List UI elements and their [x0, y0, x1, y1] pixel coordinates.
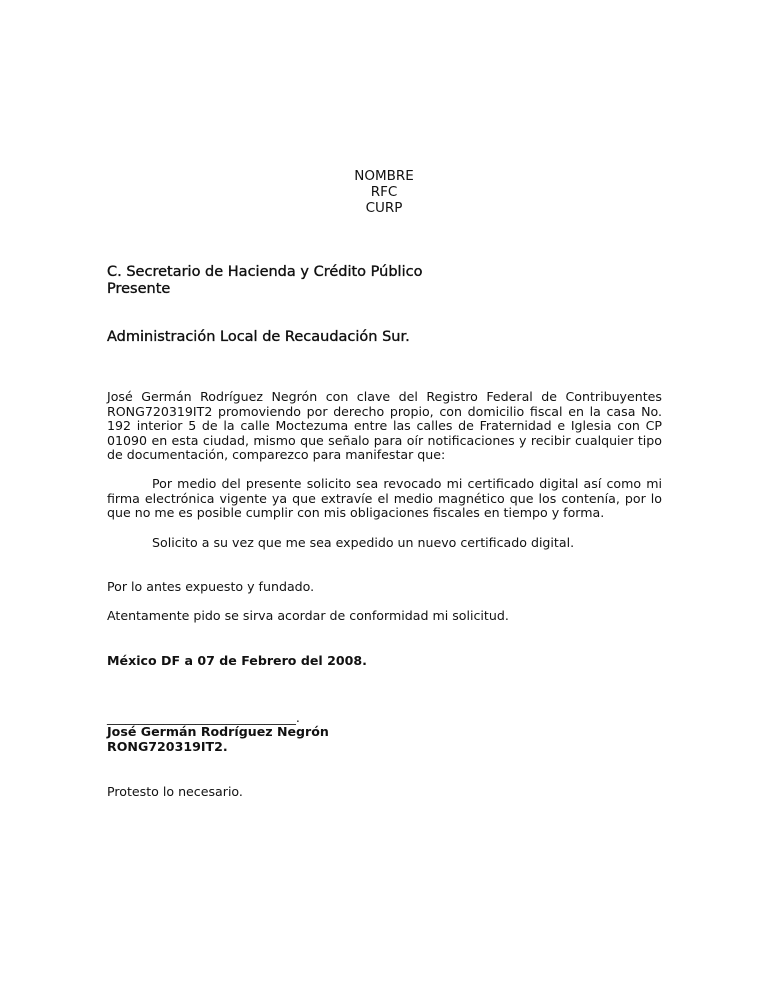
footer-text: Protesto lo necesario. [107, 784, 243, 799]
closing-paragraph-1: Por lo antes expuesto y fundado. [107, 579, 315, 594]
signature-block [107, 712, 662, 754]
signatory-name: José Germán Rodríguez Negrón [107, 724, 329, 739]
header-name: NOMBRE [354, 168, 414, 184]
signature-line: ______________________________. [107, 710, 300, 725]
closing-paragraph-2: Atentamente pido se sirva acordar de conformidad mi solicitud. [107, 608, 509, 623]
place-date: México DF a 07 de Febrero del 2008. [107, 653, 367, 668]
signatory-rfc: RONG720319IT2. [107, 739, 228, 754]
addressee-block [107, 264, 662, 298]
new-certificate-paragraph: Solicito a su vez que me sea expedido un nuevo certificado digital. [152, 535, 575, 550]
header-curp: CURP [365, 200, 403, 216]
office-heading: Administración Local de Recaudación Sur. [107, 329, 410, 345]
request-paragraph: Por medio del presente solicito sea revocado mi certificado digital así como mi firma electrónica vigente ya que extravíe el medio magnético que los contenía, por lo que no me es posible cumplir con mis obligaciones fiscales en tiempo y forma. [107, 476, 662, 521]
header-block [0, 168, 768, 216]
addressee-presente: Presente [107, 281, 171, 297]
header-rfc: RFC [370, 184, 398, 200]
intro-paragraph: José Germán Rodríguez Negrón con clave del Registro Federal de Contribuyentes RONG720319IT2 promoviendo por derecho propio, con domicilio fiscal en la casa No. 192 interior 5 de la calle Moctezuma entre las calles de Fraternidad e Iglesia con CP 01090 en esta ciudad, mismo que señalo para oír notificaciones y recibir cualquier tipo de documentación, comparezco para manifestar que: [107, 389, 662, 463]
addressee-title: C. Secretario de Hacienda y Crédito Público [107, 264, 423, 280]
